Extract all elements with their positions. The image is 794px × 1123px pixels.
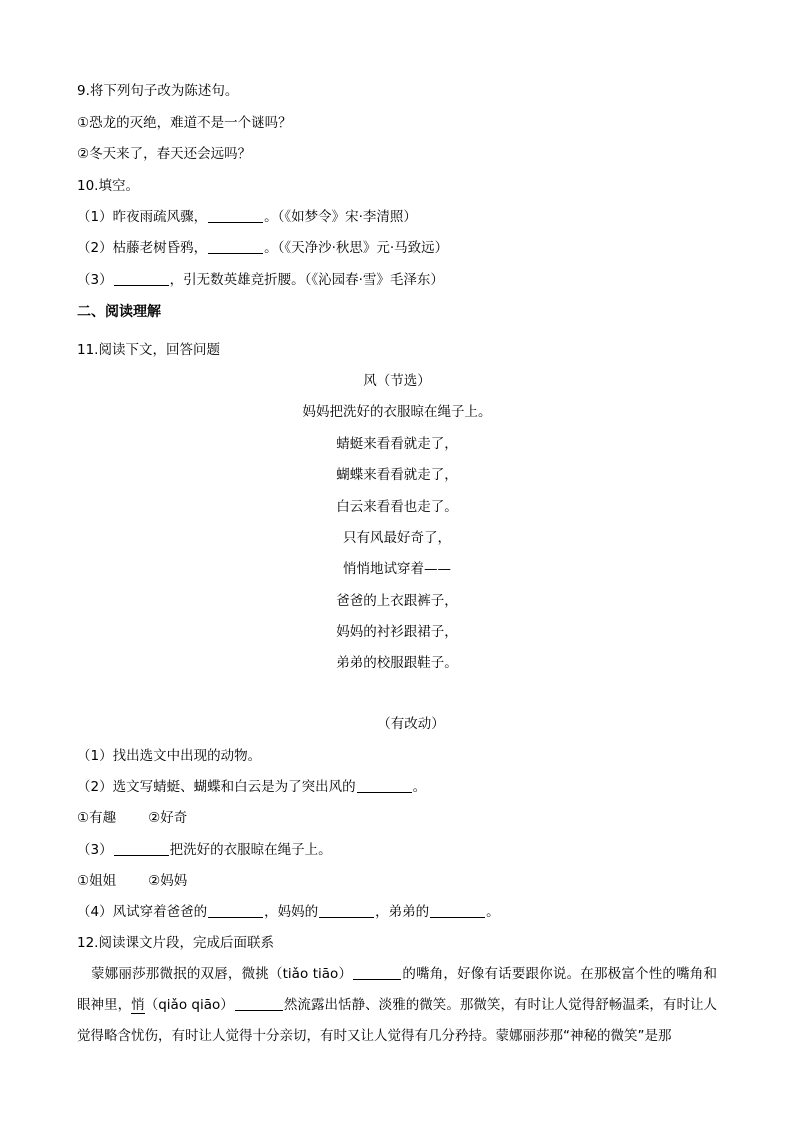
option-1[interactable]: ①有趣	[77, 810, 117, 826]
q9-item-2: ②冬天来了，春天还会远吗？	[77, 146, 252, 162]
answer-blank[interactable]	[208, 903, 263, 918]
answer-blank[interactable]	[114, 841, 169, 856]
poem-line: 弟弟的校服跟鞋子。	[336, 655, 458, 671]
q12-passage	[77, 959, 717, 1052]
poem-line: 妈妈把洗好的衣服晾在绳子上。	[302, 404, 492, 420]
q10-item-1-tail: 。（《如梦令》宋·李清照）	[264, 209, 417, 225]
q10-item-2-text: （2）枯藤老树昏鸦，	[77, 240, 208, 256]
q12-title: 12.阅读课文片段，完成后面联系	[77, 935, 274, 951]
passage-text-3: 然流露出恬静、淡雅的微笑。那微笑，有时让人觉得舒畅温柔，有时让人觉得略含忧伤，有时让人觉得十分亲切，有时又让人觉得有几分矜持。蒙娜丽莎那“神秘的微笑”是那	[77, 997, 718, 1044]
poem-line: 悄悄地试穿着——	[343, 561, 451, 577]
q9-item-1: ①恐龙的灭绝，难道不是一个谜吗？	[77, 115, 292, 131]
answer-blank[interactable]	[235, 996, 283, 1011]
q11-sub3-options	[77, 871, 187, 891]
q10-item-3-tail: ，引无数英雄竞折腰。（《沁园春·雪》毛泽东）	[169, 272, 444, 288]
answer-blank[interactable]	[357, 778, 412, 793]
option-1[interactable]: ①姐姐	[77, 873, 117, 889]
answer-blank[interactable]	[353, 965, 401, 980]
poem-note: （有改动）	[377, 716, 445, 732]
q11-sub2	[77, 777, 426, 797]
answer-blank[interactable]	[208, 208, 263, 223]
q10-item-3	[77, 270, 444, 290]
q10-item-1-text: （1）昨夜雨疏风骤，	[77, 209, 208, 225]
q10-item-3-text: （3）	[77, 272, 113, 288]
q11-sub2-text: （2）选文写蜻蜓、蝴蝶和白云是为了突出风的	[77, 779, 356, 795]
passage-pinyin: （qiǎo qiāo）	[144, 997, 234, 1013]
q11-sub2-options	[77, 808, 187, 828]
passage-text-2: 的嘴角，好像有话要跟你说。在那极富个性的嘴角和眼神里，	[77, 966, 717, 1013]
q10-title: 10.填空。	[77, 178, 139, 194]
poem-line: 白云来看看也走了。	[336, 499, 458, 515]
q11-sub2-tail: 。	[412, 779, 427, 795]
poem-title: 风（节选）	[363, 373, 431, 389]
answer-blank[interactable]	[430, 903, 485, 918]
q11-sub3	[77, 840, 332, 860]
poem-line: 蝴蝶来看看就走了，	[336, 467, 458, 483]
q11-title: 11.阅读下文，回答问题	[77, 342, 220, 358]
q11-sub4-text-3: ，弟弟的	[375, 904, 430, 920]
answer-blank[interactable]	[319, 903, 374, 918]
q10-item-2	[77, 238, 448, 258]
q10-item-2-tail: 。（《天净沙·秋思》元·马致远）	[264, 240, 449, 256]
passage-text-1: 蒙娜丽莎那微抿的双唇，微挑（tiǎo tiāo）	[91, 966, 353, 982]
poem-line: 爸爸的上衣跟裤子，	[336, 593, 458, 609]
q11-sub4-text-2: ，妈妈的	[264, 904, 319, 920]
section-heading: 二、阅读理解	[77, 304, 161, 320]
q11-sub3-tail: 把洗好的衣服晾在绳子上。	[169, 842, 332, 858]
poem-line: 妈妈的衬衫跟裙子，	[336, 624, 458, 640]
underlined-char: 悄	[131, 997, 145, 1013]
q10-item-1	[77, 207, 417, 227]
poem-line: 蜻蜓来看看就走了，	[336, 436, 458, 452]
answer-blank[interactable]	[208, 239, 263, 254]
q9-title: 9.将下列句子改为陈述句。	[77, 83, 239, 99]
answer-blank[interactable]	[114, 271, 169, 286]
option-2[interactable]: ②妈妈	[148, 873, 188, 889]
option-2[interactable]: ②好奇	[148, 810, 188, 826]
q11-sub1: （1）找出选文中出现的动物。	[77, 748, 262, 764]
q11-sub3-text: （3）	[77, 842, 113, 858]
q11-sub4	[77, 902, 500, 922]
q11-sub4-tail: 。	[486, 904, 500, 920]
poem-line: 只有风最好奇了，	[343, 530, 451, 546]
q11-sub4-text: （4）风试穿着爸爸的	[77, 904, 208, 920]
